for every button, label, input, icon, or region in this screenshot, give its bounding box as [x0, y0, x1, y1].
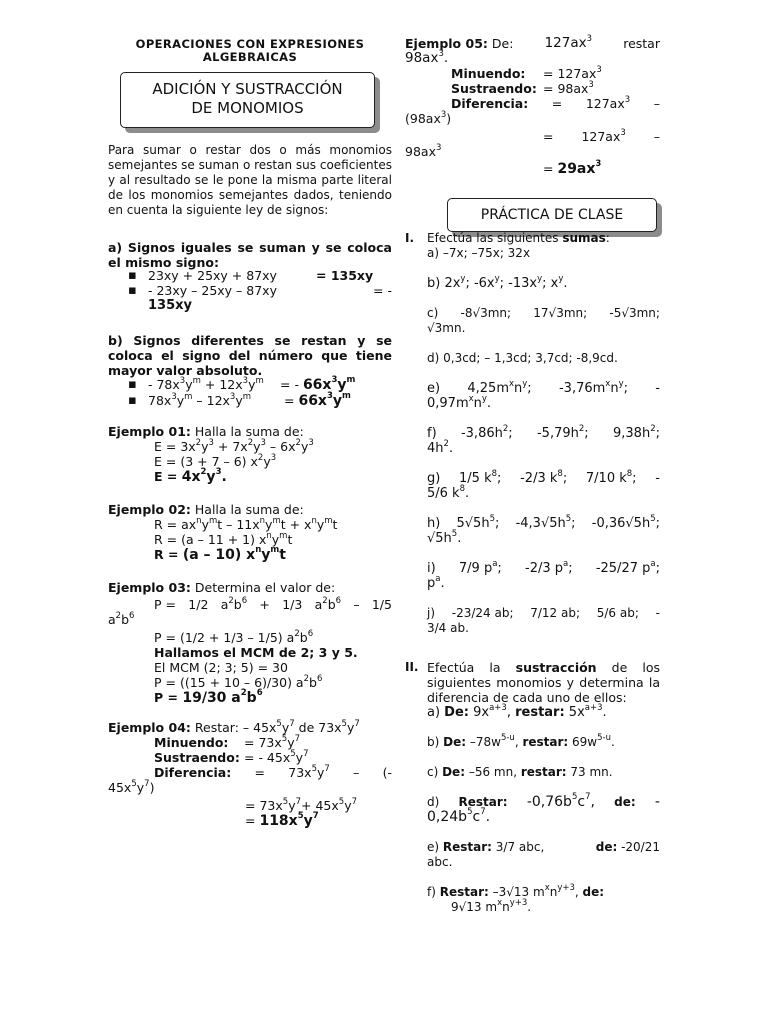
example-02-line1: $R = ax^ny^mt - 11x^ny^mt + x^ny^mt$: [154, 515, 338, 532]
example-05-diferencia-cont: $(98ax^3)$: [405, 109, 452, 126]
sum-item-i: i) 7/9 $p^a$; -2/3 $p^a$; -25/27 $p^a$;: [427, 558, 660, 576]
example-03-mcm: Hallamos el MCM de 2; 3 y 5.: [154, 645, 358, 660]
example-05-sustraendo-label: Sustraendo:: [451, 81, 537, 96]
sum-item-i-cont: $p^a$.: [427, 573, 445, 591]
rule-b-example-1-result: = - $66x^3y^m$: [280, 375, 356, 393]
example-05-line2: = $127ax^3$ –: [543, 127, 660, 144]
example-04-minuendo-label: Minuendo:: [154, 735, 229, 750]
example-04-line2: = $73x^5y^7+ 45x^5y^7$: [245, 796, 358, 813]
sub-item-f: f) Restar: –3√13 $m^xn^{y+3}$, de:: [427, 883, 605, 899]
sum-item-f-cont: $4h^2$.: [427, 438, 454, 456]
example-01-label: Ejemplo 01:: [108, 424, 191, 439]
document-title-line1: OPERACIONES CON EXPRESIONES: [135, 37, 365, 51]
sum-item-b: b) $2x^y$; $-6x^y$; $-13x^y$; $x^y$.: [427, 273, 568, 291]
section-i-heading: I. Efectúa las siguientes sumas:: [405, 231, 610, 245]
example-04-diferencia-label: Diferencia:: [154, 765, 232, 780]
example-05-result: = $29ax^3$: [543, 159, 602, 177]
example-02-result: R = (a – 10) $x^ny^mt$: [154, 545, 286, 563]
rule-a-example-1-expr: ▪ 23xy + 25xy + 87xy: [148, 268, 277, 283]
section-i: [405, 231, 660, 636]
practice-title-box: [447, 198, 657, 232]
example-01-text: Halla la suma de:: [194, 424, 304, 439]
section-ii-number: II.: [405, 660, 419, 674]
rule-b-example-1-expr: ▪ - $78x^3y^m + 12x^3y^m$: [148, 375, 264, 392]
sub-item-f-cont: 9√13 $m^xn^{y+3}$.: [451, 898, 532, 914]
example-04-sustraendo-label: Sustraendo:: [154, 750, 240, 765]
practice-title: PRÁCTICA DE CLASE: [480, 207, 624, 223]
example-03-mcm-value: El MCM (2; 3; 5) = 30: [154, 660, 288, 675]
example-04-minuendo: Minuendo: = $73x^5y^7$: [154, 733, 301, 750]
rule-a-example-1: [108, 268, 392, 283]
example-05-header-cont: $98ax^3$.: [405, 48, 449, 66]
sum-item-a: a) –7x; –75x; 32x: [427, 246, 531, 260]
intro-paragraph: Para sumar o restar dos o más monomios semejantes se suman o restan sus coeficientes y al resultado se le pone la misma parte literal de los monomios semejantes dados, teniendo en cuenta la siguiente ley de signos:: [108, 143, 392, 217]
sub-item-c: c) De: –56 mn, restar: 73 mn.: [427, 765, 613, 779]
rule-b: b) Signos diferentes se restan y se coloca el signo del número que tiene mayor valor absoluto.: [108, 333, 392, 378]
example-01-result: $E = 4x^2y^3$.: [154, 467, 227, 485]
document-title-line2: ALGEBRAICAS: [202, 50, 298, 64]
rule-a: a) Signos iguales se suman y se coloca el mismo signo:: [108, 240, 392, 270]
rule-a-example-2: [108, 283, 392, 298]
example-05-minuendo: Minuendo: = $127ax^3$: [451, 64, 602, 81]
sum-item-d: d) 0,3cd; – 1,3cd; 3,7cd; -8,9cd.: [427, 351, 618, 365]
document-title: [108, 38, 392, 64]
example-04-diferencia-cont: $45x^5y^7$): [108, 778, 155, 795]
example-02-label: Ejemplo 02:: [108, 502, 191, 517]
example-03-line1-cont: $a^2b^6$: [108, 610, 135, 627]
rule-b-example-2-result: = $66x^3y^m$: [284, 391, 351, 409]
example-03-line2: P = (1/2 + 1/3 – 1/5) $a^2b^6$: [154, 628, 314, 645]
example-01-line1: $E = 3x^2y^3 + 7x^2y^3 - 6x^2y^3$: [154, 437, 314, 454]
example-03-label: Ejemplo 03:: [108, 580, 191, 595]
sum-item-e-cont: $0,97m^xn^y$.: [427, 393, 492, 411]
section-ii-text1: Efectúa la: [427, 660, 501, 675]
example-05-sustraendo: Sustraendo: = $98ax^3$: [451, 79, 594, 96]
rule-a-example-2-result-cont: 135xy: [148, 298, 192, 313]
section-i-bold: sumas: [562, 231, 606, 245]
sub-item-d-cont: $0,24b^5c^7$.: [427, 807, 491, 825]
sum-item-c: c) -8√3mn; 17√3mn; -5√3mn;: [427, 306, 660, 320]
example-05-diferencia: Diferencia: = $127ax^3$ –: [451, 94, 660, 111]
example-04-text: Restar:: [194, 720, 239, 735]
sub-item-b: b) De: $-78w^{5-u}$, restar: $69w^{5-u}$.: [427, 733, 615, 749]
sub-item-a: a) De: $9x^{a+3}$, restar: $5x^{a+3}$.: [427, 702, 607, 720]
example-01-line2: E = (3 + 7 – 6) $x^2y^3$: [154, 452, 277, 469]
section-ii-text2: de los siguientes monomios y determina la diferencia de cada uno de ellos:: [427, 660, 661, 705]
example-03-line1: P = 1/2 $a^2b^6$ + 1/3 $a^2b^6$ – 1/5: [154, 595, 392, 612]
example-02: [108, 502, 392, 563]
example-05-diferencia-label: Diferencia:: [451, 96, 529, 111]
example-03-text: Determina el valor de:: [194, 580, 336, 595]
example-05-line2-cont: $98ax^3$: [405, 142, 442, 159]
sub-item-e-cont: abc.: [427, 855, 453, 869]
example-04: Ejemplo 04: Restar: – $45x^5y^7$ de $73x^5y^7$ Minuendo: = $73x^5y^7$ Sustraendo: = - $45x^5y^7$ Diferencia: = $73x^5y^7$ – (- $45x^5y^7$) = $73x^5y^7+ 45x^5y^7$ = $118x^5y^7$: [108, 718, 392, 829]
rule-a-example-1-result: = 135xy: [316, 268, 374, 283]
example-04-label: Ejemplo 04:: [108, 720, 191, 735]
example-02-line2: R = (a – 11 + 1) $x^ny^mt$: [154, 530, 293, 547]
example-03-result: P = 19/30 $a^2b^6$: [154, 688, 263, 706]
example-02-text: Halla la suma de:: [194, 502, 304, 517]
section-ii: [405, 660, 660, 915]
example-04-result: = $118x^5y^7$: [245, 811, 319, 829]
sum-item-f: f) $-3,86h^2$; $-5,79h^2$; $9,38h^2$;: [427, 423, 660, 441]
example-04-diferencia: Diferencia: = $73x^5y^7$ – (-: [154, 763, 392, 780]
section-title-box: [120, 72, 375, 128]
sub-item-e: e) Restar: 3/7 abc, de: -20/21: [427, 840, 660, 854]
rule-b-examples: [108, 377, 392, 409]
example-05-minuendo-label: Minuendo:: [451, 66, 526, 81]
sum-item-g-cont: 5/6 $k^8$.: [427, 483, 470, 501]
section-title-line2: DE MONOMIOS: [191, 99, 304, 117]
rule-a-example-2-expr: ▪ - 23xy – 25xy – 87xy: [148, 283, 277, 298]
section-title-line1: ADICIÓN Y SUSTRACCIÓN: [152, 80, 343, 98]
sum-item-h: h) $5√5h^5$; $-4,3√5h^5$; $-0,36√5h^5$;: [427, 513, 660, 531]
example-03-line3: P = ((15 + 10 – 6)/30) $a^2b^6$: [154, 673, 323, 690]
example-04-sustraendo: Sustraendo: = - $45x^5y^7$: [154, 748, 309, 765]
section-ii-heading: [405, 660, 660, 705]
rule-a-examples: [108, 268, 392, 313]
sum-item-g: g) 1/5 $k^8$; -2/3 $k^8$; 7/10 $k^8$; -: [427, 468, 660, 486]
sum-item-h-cont: $√5h^5$.: [427, 528, 462, 546]
example-05: [405, 33, 660, 177]
sub-item-d: d) Restar: $-0,76b^5c^7$, de: -: [427, 792, 660, 810]
section-i-text: Efectúa las siguientes: [427, 231, 559, 245]
example-03: [108, 580, 392, 706]
rule-b-example-2-expr: ▪ $78x^3y^m - 12x^3y^m$: [148, 391, 252, 408]
sum-item-e: e) $4,25m^xn^y$; $-3,76m^xn^y$; -: [427, 378, 660, 396]
example-05-de: De:: [491, 36, 514, 51]
example-05-header: Ejemplo 05: De: $127ax^3$ restar: [405, 33, 660, 51]
section-ii-bold: sustracción: [515, 660, 597, 675]
section-i-number: I.: [405, 231, 415, 245]
sum-item-j: j) -23/24 ab; 7/12 ab; 5/6 ab; -: [427, 606, 660, 620]
sum-item-j-cont: 3/4 ab.: [427, 621, 469, 635]
example-05-label: Ejemplo 05:: [405, 36, 488, 51]
example-01: [108, 424, 392, 485]
sum-item-c-cont: √3mn.: [427, 321, 466, 335]
example-05-restar: restar: [623, 36, 660, 51]
rule-a-example-2-result: = -: [373, 283, 392, 298]
rule-b-example-2: [108, 393, 392, 409]
